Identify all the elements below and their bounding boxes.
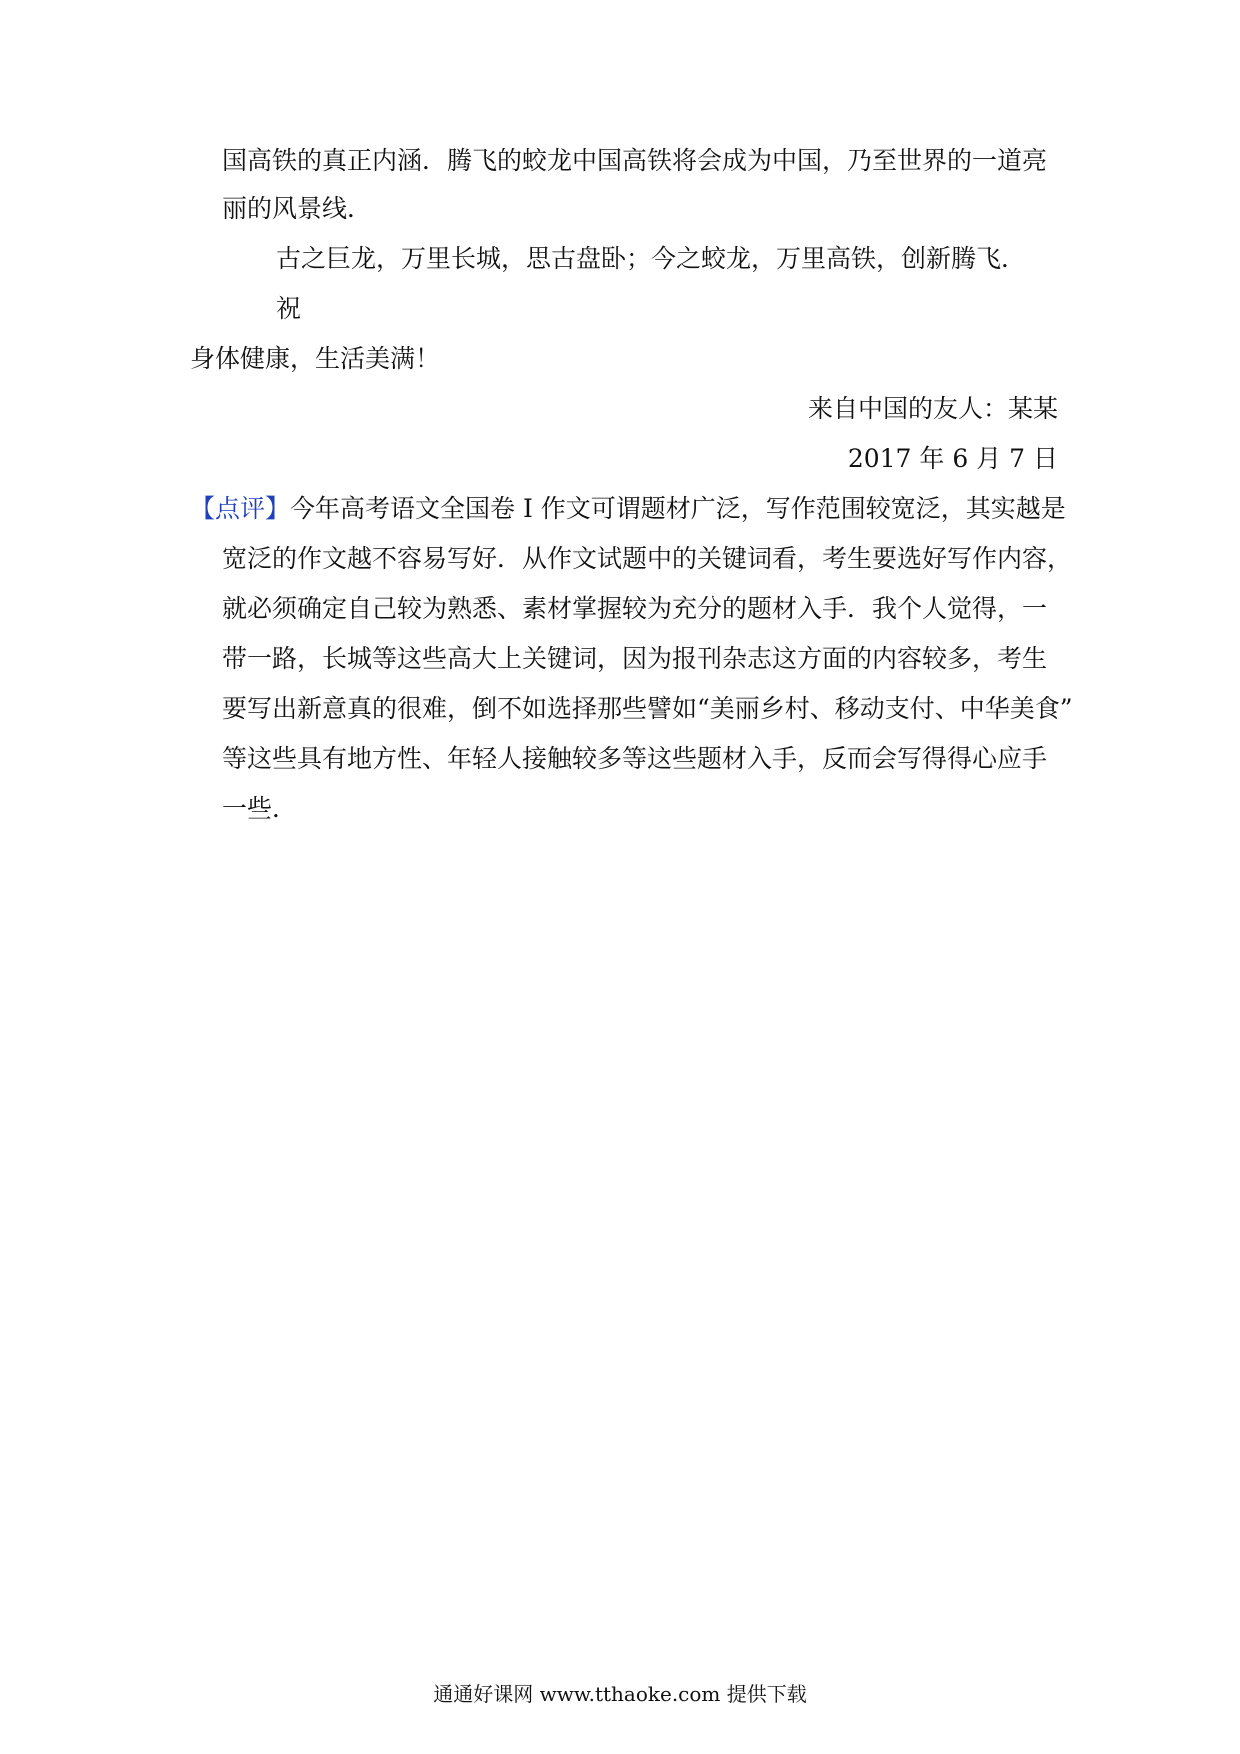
review-line: 要写出新意真的很难，倒不如选择那些譬如“美丽乡村、移动支付、中华美食”: [222, 694, 1073, 723]
page-footer: 通通好课网 www.tthaoke.com 提供下载: [433, 1682, 807, 1706]
review-line: 今年高考语文全国卷 I 作文可谓题材广泛，写作范围较宽泛，其实越是: [290, 494, 1066, 523]
closing-blessing: 身体健康，生活美满！: [190, 344, 441, 373]
review-tag: 【点评】: [190, 494, 291, 523]
review-first-line: [190, 492, 1066, 526]
review-line: 带一路，长城等这些高大上关键词，因为报刊杂志这方面的内容较多，考生: [222, 644, 1048, 673]
couplet-line: 古之巨龙，万里长城，思古盘卧；今之蛟龙，万里高铁，创新腾飞．: [276, 244, 1027, 273]
review-line: 等这些具有地方性、年轻人接触较多等这些题材入手，反而会写得得心应手: [222, 744, 1048, 773]
paragraph-line: 国高铁的真正内涵．腾飞的蛟龙中国高铁将会成为中国，乃至世界的一道亮: [222, 146, 1048, 175]
review-line: 一些．: [222, 794, 298, 823]
signature: 来自中国的友人：某某: [807, 394, 1058, 423]
closing-wish: 祝: [276, 294, 302, 323]
letter-date: 2017 年 6 月 7 日: [847, 444, 1058, 473]
review-line: 宽泛的作文越不容易写好．从作文试题中的关键词看，考生要选好写作内容，: [222, 544, 1073, 573]
paragraph-line: 丽的风景线．: [222, 194, 373, 223]
review-line: 就必须确定自己较为熟悉、素材掌握较为充分的题材入手．我个人觉得，一: [222, 594, 1048, 623]
